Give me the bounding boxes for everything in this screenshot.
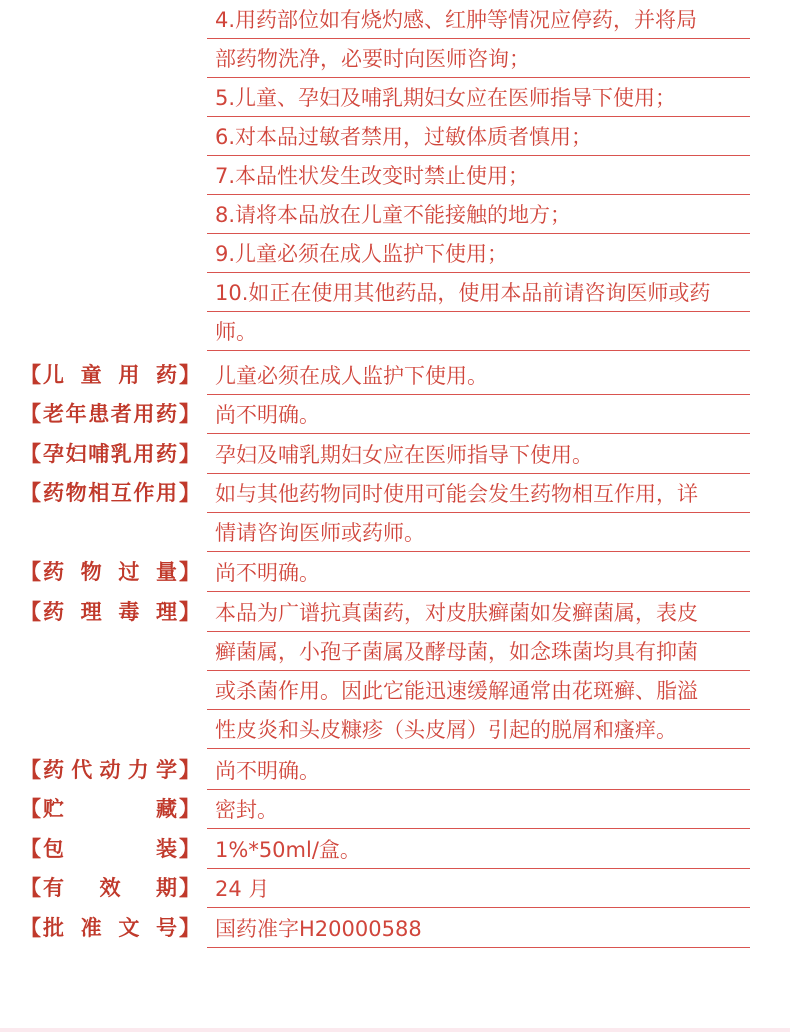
bracket-open: 【 bbox=[20, 560, 41, 584]
section-label bbox=[20, 790, 200, 829]
label-char: 物 bbox=[65, 481, 87, 505]
bracket-open: 【 bbox=[20, 362, 41, 387]
section-label-text bbox=[41, 395, 179, 434]
label-char: 乳 bbox=[110, 441, 132, 466]
label-char: 批 bbox=[43, 915, 64, 940]
label-char: 有 bbox=[43, 876, 64, 900]
section-lines bbox=[207, 395, 750, 434]
footer-strip bbox=[0, 1028, 790, 1032]
text-line: 尚不明确。 bbox=[207, 751, 750, 790]
section-label bbox=[20, 593, 200, 632]
bracket-open: 【 bbox=[20, 797, 41, 821]
section-lines bbox=[207, 909, 750, 948]
bracket-open: 【 bbox=[20, 481, 41, 505]
label-char: 年 bbox=[65, 402, 87, 426]
label-char: 药 bbox=[155, 441, 177, 466]
label-char: 者 bbox=[110, 402, 132, 426]
text-line: 10.如正在使用其他药品，使用本品前请咨询医师或药 bbox=[207, 273, 750, 312]
label-char: 药 bbox=[155, 362, 177, 387]
label-char: 哺 bbox=[88, 441, 110, 466]
text-line: 师。 bbox=[207, 312, 750, 351]
section-label bbox=[20, 356, 200, 395]
text-line: 如与其他药物同时使用可能会发生药物相互作用，详 bbox=[207, 474, 750, 513]
section-label-text bbox=[41, 869, 179, 908]
label-char: 文 bbox=[118, 915, 140, 940]
bracket-close: 】 bbox=[179, 362, 200, 387]
text-line: 8.请将本品放在儿童不能接触的地方； bbox=[207, 195, 750, 234]
text-line: 6.对本品过敏者禁用，过敏体质者慎用； bbox=[207, 117, 750, 156]
label-char: 力 bbox=[127, 757, 149, 782]
section-label-text bbox=[41, 830, 179, 869]
label-char: 药 bbox=[155, 402, 177, 426]
continuation-lines bbox=[207, 0, 750, 351]
label-char: 老 bbox=[43, 402, 64, 426]
section-label bbox=[20, 474, 200, 513]
section-label-text bbox=[41, 356, 179, 395]
text-line: 4.用药部位如有烧灼感、红肿等情况应停药，并将局 bbox=[207, 0, 750, 39]
section-lines bbox=[207, 751, 750, 790]
label-char: 学 bbox=[156, 757, 177, 782]
label-char: 用 bbox=[133, 402, 155, 426]
label-char: 互 bbox=[110, 481, 132, 505]
section-label bbox=[20, 909, 200, 948]
bracket-close: 】 bbox=[179, 441, 200, 466]
label-char: 过 bbox=[118, 560, 140, 584]
section-label bbox=[20, 869, 200, 908]
label-char: 用 bbox=[155, 481, 177, 505]
label-char: 相 bbox=[88, 481, 110, 505]
label-char: 号 bbox=[155, 915, 177, 940]
text-line: 本品为广谱抗真菌药，对皮肤癣菌如发癣菌属，表皮 bbox=[207, 593, 750, 632]
text-line: 24 月 bbox=[207, 869, 750, 908]
label-char: 物 bbox=[80, 560, 102, 584]
bracket-open: 【 bbox=[20, 441, 41, 466]
text-line: 癣菌属，小孢子菌属及酵母菌，如念珠菌均具有抑菌 bbox=[207, 632, 750, 671]
label-char: 药 bbox=[43, 599, 64, 624]
section-lines bbox=[207, 790, 750, 829]
label-char: 毒 bbox=[118, 599, 140, 624]
label-char: 藏 bbox=[156, 797, 177, 821]
label-char: 用 bbox=[133, 441, 155, 466]
label-char: 作 bbox=[133, 481, 155, 505]
label-char: 儿 bbox=[43, 362, 64, 387]
section-label bbox=[20, 435, 200, 474]
label-char: 理 bbox=[155, 599, 177, 624]
label-char: 药 bbox=[43, 757, 64, 782]
section-label bbox=[20, 830, 200, 869]
text-line: 尚不明确。 bbox=[207, 553, 750, 592]
text-line: 尚不明确。 bbox=[207, 395, 750, 434]
section-label-text bbox=[41, 435, 179, 474]
text-line: 1%*50ml/盒。 bbox=[207, 830, 750, 869]
label-char: 效 bbox=[99, 876, 121, 900]
bracket-close: 】 bbox=[179, 560, 200, 584]
text-line: 部药物洗净，必要时向医师咨询； bbox=[207, 39, 750, 78]
label-char: 贮 bbox=[43, 797, 64, 821]
section-lines bbox=[207, 869, 750, 908]
text-line: 9.儿童必须在成人监护下使用； bbox=[207, 234, 750, 273]
section-label-text bbox=[41, 474, 179, 513]
bracket-close: 】 bbox=[179, 757, 200, 782]
label-char: 期 bbox=[156, 876, 177, 900]
label-char: 妇 bbox=[65, 441, 87, 466]
label-char: 童 bbox=[80, 362, 102, 387]
bracket-open: 【 bbox=[20, 836, 41, 861]
text-line: 性皮炎和头皮糠疹（头皮屑）引起的脱屑和瘙痒。 bbox=[207, 710, 750, 749]
label-char: 患 bbox=[88, 402, 110, 426]
label-char: 药 bbox=[43, 560, 64, 584]
section-label bbox=[20, 553, 200, 592]
text-line: 5.儿童、孕妇及哺乳期妇女应在医师指导下使用； bbox=[207, 78, 750, 117]
section-label-text bbox=[41, 593, 179, 632]
label-char: 动 bbox=[99, 757, 121, 782]
section-label bbox=[20, 751, 200, 790]
label-char: 代 bbox=[71, 757, 93, 782]
text-line: 密封。 bbox=[207, 790, 750, 829]
bracket-close: 】 bbox=[179, 599, 200, 624]
text-line: 情请咨询医师或药师。 bbox=[207, 513, 750, 552]
label-char: 理 bbox=[80, 599, 102, 624]
text-line: 国药准字H20000588 bbox=[207, 909, 750, 948]
bracket-close: 】 bbox=[179, 836, 200, 861]
section-lines bbox=[207, 830, 750, 869]
text-line: 儿童必须在成人监护下使用。 bbox=[207, 356, 750, 395]
section-label-text bbox=[41, 790, 179, 829]
label-char: 用 bbox=[118, 362, 140, 387]
section-lines bbox=[207, 435, 750, 474]
section-label bbox=[20, 395, 200, 434]
bracket-open: 【 bbox=[20, 876, 41, 900]
section-label-text bbox=[41, 751, 179, 790]
bracket-close: 】 bbox=[179, 402, 200, 426]
bracket-close: 】 bbox=[179, 481, 200, 505]
label-char: 包 bbox=[43, 836, 64, 861]
bracket-close: 】 bbox=[179, 876, 200, 900]
label-char: 药 bbox=[43, 481, 64, 505]
section-lines bbox=[207, 553, 750, 592]
label-char: 量 bbox=[155, 560, 177, 584]
section-lines bbox=[207, 474, 750, 552]
text-line: 孕妇及哺乳期妇女应在医师指导下使用。 bbox=[207, 435, 750, 474]
bracket-open: 【 bbox=[20, 915, 41, 940]
text-line: 7.本品性状发生改变时禁止使用； bbox=[207, 156, 750, 195]
section-label-text bbox=[41, 553, 179, 592]
text-line: 或杀菌作用。因此它能迅速缓解通常由花斑癣、脂溢 bbox=[207, 671, 750, 710]
bracket-open: 【 bbox=[20, 402, 41, 426]
bracket-close: 】 bbox=[179, 797, 200, 821]
bracket-close: 】 bbox=[179, 915, 200, 940]
label-char: 准 bbox=[80, 915, 102, 940]
section-label-text bbox=[41, 909, 179, 948]
label-char: 孕 bbox=[43, 441, 64, 466]
section-lines bbox=[207, 356, 750, 395]
bracket-open: 【 bbox=[20, 599, 41, 624]
label-char: 装 bbox=[156, 836, 177, 861]
section-lines bbox=[207, 593, 750, 749]
bracket-open: 【 bbox=[20, 757, 41, 782]
